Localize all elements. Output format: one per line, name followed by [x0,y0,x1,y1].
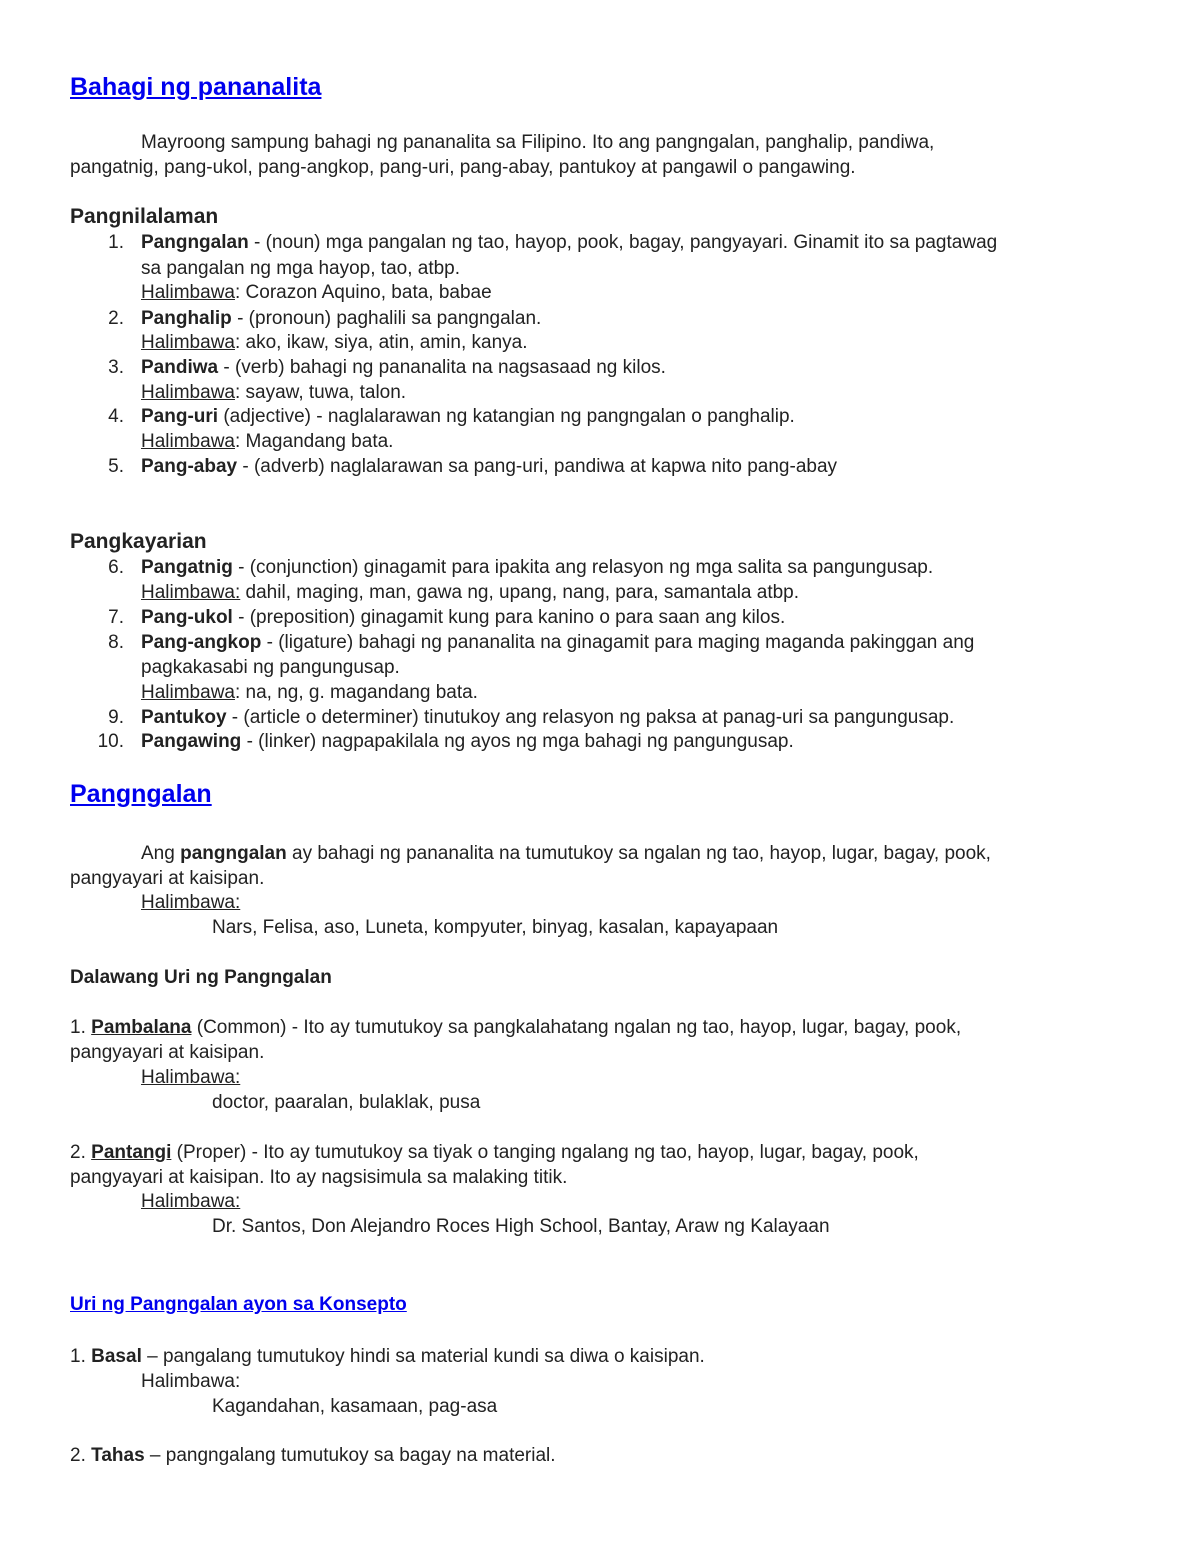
list-number: 7. [108,607,124,628]
list-number: 1. [70,1346,86,1367]
pangngalan-intro-cont: pangyayari at kaisipan. [70,868,265,889]
example-line [141,680,478,705]
intro-post: ay bahagi ng pananalita na tumutukoy sa ngalan ng tao, hayop, lugar, bagay, pook, [286,843,991,864]
list-item [141,555,933,580]
term-description: (Common) - Ito ay tumutukoy sa pangkalahatang ngalan ng tao, hayop, lugar, bagay, pook, [191,1017,962,1038]
list-item [70,1140,919,1165]
list-number: 10. [97,731,124,752]
example-text: dahil, maging, man, gawa ng, upang, nang, para, samantala atbp. [240,582,800,603]
term-description: - (pronoun) paghalili sa pangngalan. [231,308,542,329]
example-label: Halimbawa: [141,1191,241,1212]
list-item [70,1443,556,1468]
example-line [141,280,492,305]
example-text: : Corazon Aquino, bata, babae [234,282,492,303]
intro-line-2: pangatnig, pang-ukol, pang-angkop, pang-uri, pang-abay, pantukoy at pangawil o pangawing. [70,157,856,178]
example-label: Halimbawa: [141,1371,241,1392]
example-label-line [141,1189,240,1214]
term: Tahas [91,1445,145,1466]
example-line [141,330,528,355]
example-text: : Magandang bata. [234,431,394,452]
term: Pantukoy [141,707,227,728]
example-label: Halimbawa: [141,892,241,913]
term-description: – pangngalang tumutukoy sa bagay na material. [144,1445,556,1466]
list-item [141,454,837,479]
list-number: 3. [108,357,124,378]
list-item [70,1015,961,1040]
example-text: Nars, Felisa, aso, Luneta, kompyuter, binyag, kasalan, kapayapaan [212,917,779,938]
list-number: 8. [108,632,124,653]
example-label-line [141,1065,240,1090]
term-description: - (conjunction) ginagamit para ipakita ang relasyon ng mga salita sa pangungusap. [232,557,934,578]
example-text: : na, ng, g. magandang bata. [234,682,478,703]
list-number: 2. [70,1445,86,1466]
list-item [141,230,997,255]
example-label: Halimbawa: [141,1067,241,1088]
example-line [141,580,799,605]
list-item [141,605,785,630]
pangngalan-intro [141,841,991,866]
term-description-cont: sa pangalan ng mga hayop, tao, atbp. [141,258,461,279]
list-number: 2. [70,1142,86,1163]
example-text: : ako, ikaw, siya, atin, amin, kanya. [234,332,528,353]
list-item [141,355,666,380]
example-label: Halimbawa [141,431,235,452]
term-description-cont: pangyayari at kaisipan. [70,1042,265,1063]
list-item [141,306,541,331]
term-description: (Proper) - Ito ay tumutukoy sa tiyak o tanging ngalang ng tao, hayop, lugar, bagay, pook, [171,1142,919,1163]
example-text: : sayaw, tuwa, talon. [234,382,407,403]
list-number: 9. [108,707,124,728]
intro-pre: Ang [141,843,181,864]
list-number: 5. [108,456,124,477]
dalawang-uri-heading: Dalawang Uri ng Pangngalan [70,967,332,988]
list-number: 1. [70,1017,86,1038]
intro-bold: pangngalan [180,843,287,864]
example-label-line [141,890,240,915]
example-text: Dr. Santos, Don Alejandro Roces High School, Bantay, Araw ng Kalayaan [212,1216,830,1237]
list-item [141,729,794,754]
konsepto-heading[interactable]: Uri ng Pangngalan ayon sa Konsepto [70,1294,407,1315]
term-description: - (noun) mga pangalan ng tao, hayop, pook, bagay, pangyayari. Ginamit ito sa pagtawag [248,232,998,253]
term-description: – pangalang tumutukoy hindi sa material kundi sa diwa o kaisipan. [141,1346,705,1367]
list-item [141,630,974,655]
term: Pangawing [141,731,242,752]
example-line [141,380,406,405]
term-description-cont: pagkakasabi ng pangungusap. [141,657,400,678]
example-line [141,429,393,454]
term: Pantangi [91,1142,172,1163]
term: Pambalana [91,1017,192,1038]
list-item [141,705,954,730]
intro-line-1: Mayroong sampung bahagi ng pananalita sa Filipino. Ito ang pangngalan, panghalip, pandiwa, [141,132,935,153]
pangnilalaman-heading: Pangnilalaman [70,205,219,228]
list-item [141,404,795,429]
list-number: 4. [108,406,124,427]
term: Pang-ukol [141,607,233,628]
pangngalan-title[interactable]: Pangngalan [70,780,212,808]
term-description-cont: pangyayari at kaisipan. Ito ay nagsisimula sa malaking titik. [70,1167,568,1188]
term-description: - (article o determiner) tinutukoy ang relasyon ng paksa at panag-uri sa pangungusap. [226,707,955,728]
term: Pang-abay [141,456,238,477]
pangkayarian-heading: Pangkayarian [70,530,207,553]
term-description: - (ligature) bahagi ng pananalita na ginagamit para maging maganda pakinggan ang [261,632,975,653]
list-item [70,1344,705,1369]
example-text: doctor, paaralan, bulaklak, pusa [212,1092,481,1113]
example-label: Halimbawa: [141,582,241,603]
term: Pang-angkop [141,632,262,653]
term-description: - (preposition) ginagamit kung para kanino o para saan ang kilos. [232,607,786,628]
term: Pangatnig [141,557,233,578]
term-description: (adjective) - naglalarawan ng katangian ng pangngalan o panghalip. [218,406,795,427]
example-text: Kagandahan, kasamaan, pag-asa [212,1396,498,1417]
example-label: Halimbawa [141,382,235,403]
example-label: Halimbawa [141,332,235,353]
term: Panghalip [141,308,232,329]
term-description: - (linker) nagpapakilala ng ayos ng mga bahagi ng pangungusap. [241,731,794,752]
example-label: Halimbawa [141,682,235,703]
term: Pang-uri [141,406,219,427]
term: Basal [91,1346,142,1367]
document-title[interactable]: Bahagi ng pananalita [70,73,322,101]
example-label: Halimbawa [141,282,235,303]
list-number: 6. [108,557,124,578]
list-number: 2. [108,308,124,329]
term-description: - (verb) bahagi ng pananalita na nagsasaad ng kilos. [218,357,666,378]
term: Pandiwa [141,357,219,378]
term: Pangngalan [141,232,249,253]
term-description: - (adverb) naglalarawan sa pang-uri, pandiwa at kapwa nito pang-abay [237,456,838,477]
list-number: 1. [108,232,124,253]
